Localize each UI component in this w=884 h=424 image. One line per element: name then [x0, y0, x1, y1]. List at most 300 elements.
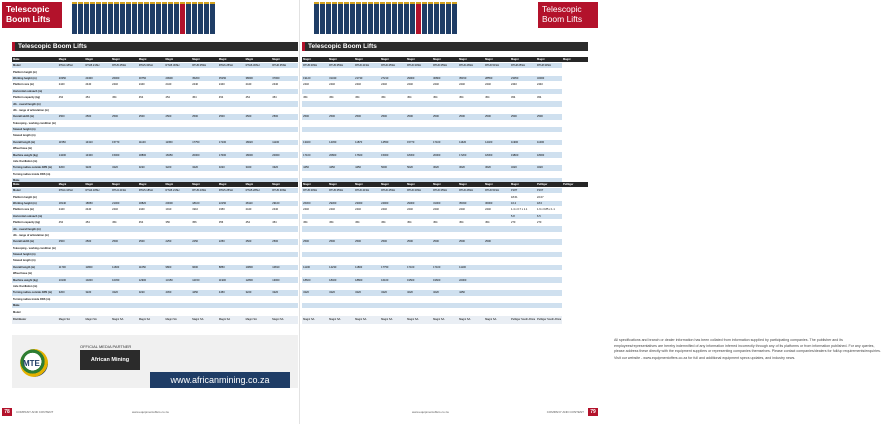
table-cell: 2440: [380, 82, 406, 88]
table-cell: 2440: [84, 207, 111, 213]
table-cell: 2500: [271, 114, 298, 120]
table-cell: P18T: [510, 188, 536, 194]
table-cell: 2440: [432, 82, 458, 88]
page-number: 78: [2, 408, 12, 416]
ad-url-link[interactable]: www.africanmining.co.za: [150, 372, 290, 388]
table-cell: 2500: [458, 239, 484, 245]
table-cell: 2500: [432, 114, 458, 120]
table-cell: 2500: [84, 239, 111, 245]
table-cell: 2500: [406, 114, 432, 120]
table-cell: 4450: [328, 165, 354, 171]
table-cell: 17600: [354, 152, 380, 158]
table-cell: 31340: [328, 75, 354, 81]
table-cell: 13000: [271, 277, 298, 283]
table-cell: 35030: [458, 200, 484, 206]
media-partner-label: OFFICIAL MEDIA PARTNER: [80, 344, 132, 349]
table-cell: RTH6.51SH: [484, 188, 510, 194]
table-cell: 3220: [245, 290, 272, 296]
table-cell: Magni: [380, 182, 406, 188]
table-cell: 454: [302, 94, 328, 100]
category-tab[interactable]: [180, 2, 185, 34]
table-cell: 11620: [458, 139, 484, 145]
table-cell: 2500: [218, 114, 245, 120]
table-cell: 2440: [165, 82, 192, 88]
table-cell: Magni: [165, 182, 192, 188]
category-tabs: [314, 2, 457, 34]
row-label: Platform size (m): [12, 82, 58, 88]
table-cell: 3200: [58, 165, 85, 171]
spec-table-top-right: [302, 57, 588, 200]
table-cell: 1910: [191, 207, 218, 213]
table-cell: 454: [458, 219, 484, 225]
table-cell: RTH5.35SH: [191, 63, 218, 69]
footer-website[interactable]: www.equipmentoffers.co.za: [412, 410, 449, 414]
table-cell: 454: [191, 94, 218, 100]
category-tab[interactable]: [108, 2, 113, 34]
table-cell: 21730: [354, 75, 380, 81]
category-tab[interactable]: [162, 2, 167, 34]
table-cell: 18450: [165, 152, 192, 158]
table-cell: 11100: [458, 264, 484, 270]
table-cell: 3220: [510, 165, 536, 171]
table-cell: RTH5.35SH: [328, 188, 354, 194]
table-cell: 32000: [536, 75, 562, 81]
row-label: Make: [12, 178, 58, 184]
table-cell: RTH6.25SH: [380, 63, 406, 69]
table-cell: 2440: [354, 207, 380, 213]
row-label: Overall length (m): [12, 264, 58, 270]
table-cell: Magni: [562, 57, 588, 63]
title-line-1: Telescopic: [6, 4, 50, 14]
spec-table-top-left: [12, 57, 298, 200]
category-tab[interactable]: [434, 2, 439, 34]
table-cell: Pulltiger South Africa: [510, 315, 536, 324]
row-label: Overall width (m): [12, 239, 58, 245]
row-label: Telecoping - working condition (m): [13, 246, 56, 250]
table-cell: Magni: [245, 57, 272, 63]
table-cell: RTH5.23SH: [191, 188, 218, 194]
row-label: Working height (m): [12, 200, 58, 206]
table-cell: 35150: [218, 75, 245, 81]
category-tab[interactable]: [338, 2, 343, 34]
row-label: Jib - overall length (m): [12, 226, 58, 232]
table-cell: 16.2: [510, 200, 536, 206]
table-cell: RTH5.30SH: [302, 63, 328, 69]
category-tab[interactable]: [446, 2, 451, 34]
table-cell: Magni SA: [380, 315, 406, 324]
row-label: Stowed height (m): [12, 126, 58, 132]
table-cell: 35150: [458, 75, 484, 81]
table-cell: Pulltiger South Africa: [536, 315, 562, 324]
category-tab[interactable]: [72, 2, 77, 34]
table-cell: 454: [111, 94, 138, 100]
category-tab[interactable]: [96, 2, 101, 34]
table-cell: 4450: [302, 165, 328, 171]
category-tab[interactable]: [398, 2, 403, 34]
category-tab[interactable]: [380, 2, 385, 34]
table-cell: 20000: [432, 152, 458, 158]
table-cell: 454: [58, 94, 85, 100]
table-cell: 454: [354, 219, 380, 225]
table-cell: 2500: [191, 114, 218, 120]
table-cell: RTH6.25SH: [380, 188, 406, 194]
table-cell: 11600: [111, 264, 138, 270]
table-cell: Magni SA: [458, 315, 484, 324]
table-cell: 18600: [302, 277, 328, 283]
table-cell: 454: [328, 219, 354, 225]
table-cell: 2440: [302, 207, 328, 213]
table-cell: 2500: [58, 239, 85, 245]
table-cell: 454: [138, 219, 165, 225]
table-cell: 28110: [245, 200, 272, 206]
table-cell: 3320: [245, 165, 272, 171]
table-cell: 1910: [165, 207, 192, 213]
table-cell: 2440: [191, 82, 218, 88]
table-cell: RTH6.25SH: [218, 63, 245, 69]
spec-table-bottom-left: [12, 182, 298, 325]
page-title-badge: [538, 2, 598, 28]
category-tab[interactable]: [344, 2, 349, 34]
table-cell: Magni: [484, 182, 510, 188]
table-cell: 454: [406, 94, 432, 100]
table-cell: RTH8.30SH: [536, 63, 562, 69]
table-cell: 20350: [58, 75, 85, 81]
table-cell: Magni SA: [271, 315, 298, 324]
section-title: Telescopic Boom Lifts: [308, 43, 377, 50]
row-label: Wheel base (m): [12, 146, 58, 152]
table-cell: Magni: [406, 182, 432, 188]
table-cell: 4450: [354, 165, 380, 171]
table-cell: 454: [406, 219, 432, 225]
table-cell: 18000: [536, 152, 562, 158]
table-cell: Magni: [218, 182, 245, 188]
table-cell: 17750: [191, 139, 218, 145]
row-label: Stowed length (m): [12, 133, 58, 139]
table-cell: Magni SA: [354, 315, 380, 324]
table-cell: 22150: [218, 200, 245, 206]
african-mining-logo: African Mining: [80, 350, 140, 370]
category-tab[interactable]: [192, 2, 197, 34]
category-tab[interactable]: [326, 2, 331, 34]
table-cell: 1.9 x 0.85 x 1.1: [536, 207, 562, 213]
table-cell: Magni SA: [245, 315, 272, 324]
table-cell: 2440: [458, 207, 484, 213]
table-cell: 18400: [328, 277, 354, 283]
table-cell: Magni: [432, 182, 458, 188]
table-cell: 9800: [165, 264, 192, 270]
table-cell: 3620: [458, 165, 484, 171]
category-tab[interactable]: [410, 2, 415, 34]
table-cell: 14450: [328, 139, 354, 145]
table-cell: RTH6.46SH: [458, 63, 484, 69]
table-cell: 36000: [484, 200, 510, 206]
footer-left-text: COMPANY AND CONTENT: [16, 410, 54, 414]
table-cell: Magni SA: [191, 315, 218, 324]
category-tab[interactable]: [386, 2, 391, 34]
disclaimer-paragraph: All specifications and branch or dealer information has been collated from information supplied by participating companies. The publisher and its employees/representatives are hereby indemnified of any information inferred incorrectly through any of its platforms or from information published. For any queries, please address these directly with the equipment suppliers or representing companies themselves. Please contact companies/dealers for full/up requirements/enquiries.: [614, 338, 881, 354]
table-cell: 8850: [218, 264, 245, 270]
table-cell: Magni SA: [84, 315, 111, 324]
table-cell: 2440: [510, 82, 536, 88]
table-cell: 26000: [111, 75, 138, 81]
category-tab[interactable]: [114, 2, 119, 34]
category-tab[interactable]: [332, 2, 337, 34]
category-tab[interactable]: [120, 2, 125, 34]
table-cell: 270: [536, 219, 562, 225]
table-cell: Magni SA: [328, 315, 354, 324]
row-label: Platform capacity (kg): [12, 219, 58, 225]
table-cell: 11100: [138, 139, 165, 145]
table-cell: 10810: [271, 264, 298, 270]
category-tab[interactable]: [422, 2, 427, 34]
table-cell: 356: [218, 219, 245, 225]
category-tab[interactable]: [392, 2, 397, 34]
category-tab[interactable]: [356, 2, 361, 34]
table-cell: Magni: [380, 57, 406, 63]
table-cell: 2440: [484, 207, 510, 213]
table-cell: RTH5.30SH: [138, 63, 165, 69]
table-cell: 2440: [536, 82, 562, 88]
table-cell: 3220: [302, 290, 328, 296]
row-label: Make: [12, 57, 58, 63]
table-cell: 11550: [58, 139, 85, 145]
table-cell: 2440: [484, 82, 510, 88]
table-cell: RTH5.21SH: [165, 188, 192, 194]
category-tab[interactable]: [84, 2, 89, 34]
page-footer: [302, 408, 598, 416]
mte-logo-text: MTE: [23, 359, 40, 368]
category-tab[interactable]: [132, 2, 137, 34]
table-cell: 31000: [432, 200, 458, 206]
table-cell: Magni: [218, 57, 245, 63]
table-cell: 454: [245, 219, 272, 225]
category-tab[interactable]: [198, 2, 203, 34]
row-label: Overall width (m): [12, 114, 58, 120]
category-tab[interactable]: [374, 2, 379, 34]
table-cell: 11650: [138, 264, 165, 270]
table-cell: 454: [354, 94, 380, 100]
table-cell: 17200: [458, 152, 484, 158]
table-cell: RTH6.46SH: [458, 188, 484, 194]
table-cell: 24900: [380, 200, 406, 206]
table-cell: 28550: [484, 75, 510, 81]
table-cell: 17100: [218, 139, 245, 145]
table-cell: 14550: [380, 139, 406, 145]
table-cell: 18300: [484, 152, 510, 158]
table-cell: Magni SA: [484, 315, 510, 324]
table-cell: 4450: [458, 290, 484, 296]
table-cell: 10100: [58, 277, 85, 283]
row-label: Model: [12, 188, 58, 194]
table-cell: 5020: [406, 165, 432, 171]
category-tab[interactable]: [428, 2, 433, 34]
table-cell: Magni: [536, 57, 562, 63]
title-line-1: Telescopic: [542, 4, 582, 14]
table-cell: 3220: [380, 290, 406, 296]
category-tab[interactable]: [150, 2, 155, 34]
table-cell: 18.0: [536, 200, 562, 206]
table-cell: 16100: [380, 277, 406, 283]
category-tab[interactable]: [314, 2, 319, 34]
table-cell: 17100: [432, 139, 458, 145]
table-cell: Pulltiger: [536, 182, 562, 188]
table-cell: 2440: [458, 82, 484, 88]
table-cell: 18800: [138, 152, 165, 158]
table-cell: 14300: [84, 152, 111, 158]
category-tab[interactable]: [320, 2, 325, 34]
table-cell: RTH6.35SH: [432, 188, 458, 194]
table-cell: RTH4.18SH: [84, 188, 111, 194]
row-label: Horizontal outreach (m): [12, 213, 58, 219]
section-marker: [302, 42, 305, 51]
category-tab[interactable]: [126, 2, 131, 34]
category-tab[interactable]: [368, 2, 373, 34]
table-cell: 2440: [432, 207, 458, 213]
category-tab[interactable]: [102, 2, 107, 34]
table-cell: RTH5.25SH: [111, 63, 138, 69]
row-label: Turning radius outside 4WS (m): [12, 290, 58, 296]
table-cell: 2440: [138, 207, 165, 213]
category-tab[interactable]: [168, 2, 173, 34]
row-label: Model: [12, 309, 58, 315]
category-tab[interactable]: [204, 2, 209, 34]
table-cell: RTH5.18SH: [138, 188, 165, 194]
table-cell: 18100: [191, 200, 218, 206]
table-cell: 19120: [302, 75, 328, 81]
table-cell: 15000: [380, 152, 406, 158]
table-cell: 20000: [165, 200, 192, 206]
table-cell: 11700: [58, 264, 85, 270]
table-cell: 1950: [218, 207, 245, 213]
table-cell: 2440: [58, 207, 85, 213]
table-cell: 2500: [84, 114, 111, 120]
table-cell: Magni: [138, 182, 165, 188]
table-cell: 17100: [302, 152, 328, 158]
table-cell: 454: [484, 219, 510, 225]
table-cell: 6.5: [536, 213, 562, 219]
category-tab[interactable]: [362, 2, 367, 34]
category-tab[interactable]: [416, 2, 421, 34]
table-cell: Magni: [58, 57, 85, 63]
table-cell: 2250: [191, 239, 218, 245]
table-cell: 29900: [406, 75, 432, 81]
table-cell: 454: [165, 94, 192, 100]
category-tab[interactable]: [144, 2, 149, 34]
table-cell: 10450: [111, 277, 138, 283]
table-cell: 2500: [271, 239, 298, 245]
table-cell: 454: [432, 94, 458, 100]
table-cell: 17750: [380, 264, 406, 270]
table-cell: 2500: [380, 239, 406, 245]
table-cell: Magni SA: [138, 315, 165, 324]
row-label: Platform capacity (kg): [12, 94, 58, 100]
table-cell: 2500: [536, 114, 562, 120]
footer-website[interactable]: www.equipmentoffers.co.za: [132, 410, 169, 414]
row-label: Platform height (m): [12, 194, 58, 200]
row-label: Jib - range of articulation (m): [12, 232, 58, 238]
table-cell: 18800: [354, 277, 380, 283]
category-tab[interactable]: [440, 2, 445, 34]
table-cell: RTH5.30SH: [271, 188, 298, 194]
table-cell: RTH5.21SH: [84, 63, 111, 69]
table-cell: RTH6.30SH: [406, 188, 432, 194]
page-number: 79: [588, 408, 598, 416]
table-cell: 9600: [191, 264, 218, 270]
table-row: [302, 315, 588, 324]
row-label: Turning radius inside 4WS (m): [12, 171, 58, 177]
table-cell: 2440: [245, 207, 272, 213]
table-cell: 2440: [380, 207, 406, 213]
table-cell: 2500: [138, 114, 165, 120]
table-cell: 13400: [302, 139, 328, 145]
category-tab[interactable]: [350, 2, 355, 34]
table-cell: 454: [484, 94, 510, 100]
table-cell: 2500: [245, 114, 272, 120]
table-cell: 17100: [432, 264, 458, 270]
table-cell: 2500: [484, 239, 510, 245]
category-tab[interactable]: [174, 2, 179, 34]
table-cell: 10200: [84, 277, 111, 283]
category-tab[interactable]: [156, 2, 161, 34]
table-cell: 23000: [354, 200, 380, 206]
table-cell: 2500: [138, 239, 165, 245]
section-header: [302, 42, 588, 51]
table-cell: 2500: [354, 239, 380, 245]
table-cell: Magni: [58, 182, 85, 188]
table-cell: 454: [536, 94, 562, 100]
table-cell: Magni SA: [302, 315, 328, 324]
category-tab[interactable]: [452, 2, 457, 34]
table-cell: 3620: [432, 165, 458, 171]
table-cell: RTH5.30SH: [302, 188, 328, 194]
table-cell: 454: [218, 94, 245, 100]
table-cell: RTH5.30SH: [165, 63, 192, 69]
title-line-2: Boom Lifts: [6, 14, 51, 24]
category-tab[interactable]: [90, 2, 95, 34]
table-cell: Magni: [354, 57, 380, 63]
table-cell: Magni SA: [218, 315, 245, 324]
table-cell: RTH6.35SH: [432, 63, 458, 69]
category-tab[interactable]: [138, 2, 143, 34]
table-cell: 18140: [58, 200, 85, 206]
row-label: Horizontal outreach (m): [12, 88, 58, 94]
category-tab[interactable]: [186, 2, 191, 34]
category-tab[interactable]: [404, 2, 409, 34]
table-cell: 454: [510, 94, 536, 100]
table-cell: 18000: [245, 152, 272, 158]
table-cell: Magni: [302, 182, 328, 188]
section-header: [12, 42, 298, 51]
row-label: Model: [12, 63, 58, 69]
table-cell: 454: [302, 219, 328, 225]
table-cell: 2500: [354, 114, 380, 120]
table-cell: 18300: [406, 152, 432, 158]
table-cell: 2440: [218, 82, 245, 88]
table-cell: 454: [271, 94, 298, 100]
spec-table-bottom-right: [302, 182, 588, 325]
table-cell: 3220: [111, 165, 138, 171]
table-cell: 3220: [165, 165, 192, 171]
table-cell: 356: [191, 219, 218, 225]
category-tab[interactable]: [210, 2, 215, 34]
table-cell: 11800: [354, 264, 380, 270]
table-cell: 454: [58, 219, 85, 225]
table-cell: 3220: [328, 290, 354, 296]
table-cell: 11950: [165, 139, 192, 145]
table-cell: 2500: [111, 114, 138, 120]
table-cell: 14310: [84, 139, 111, 145]
category-tab[interactable]: [78, 2, 83, 34]
